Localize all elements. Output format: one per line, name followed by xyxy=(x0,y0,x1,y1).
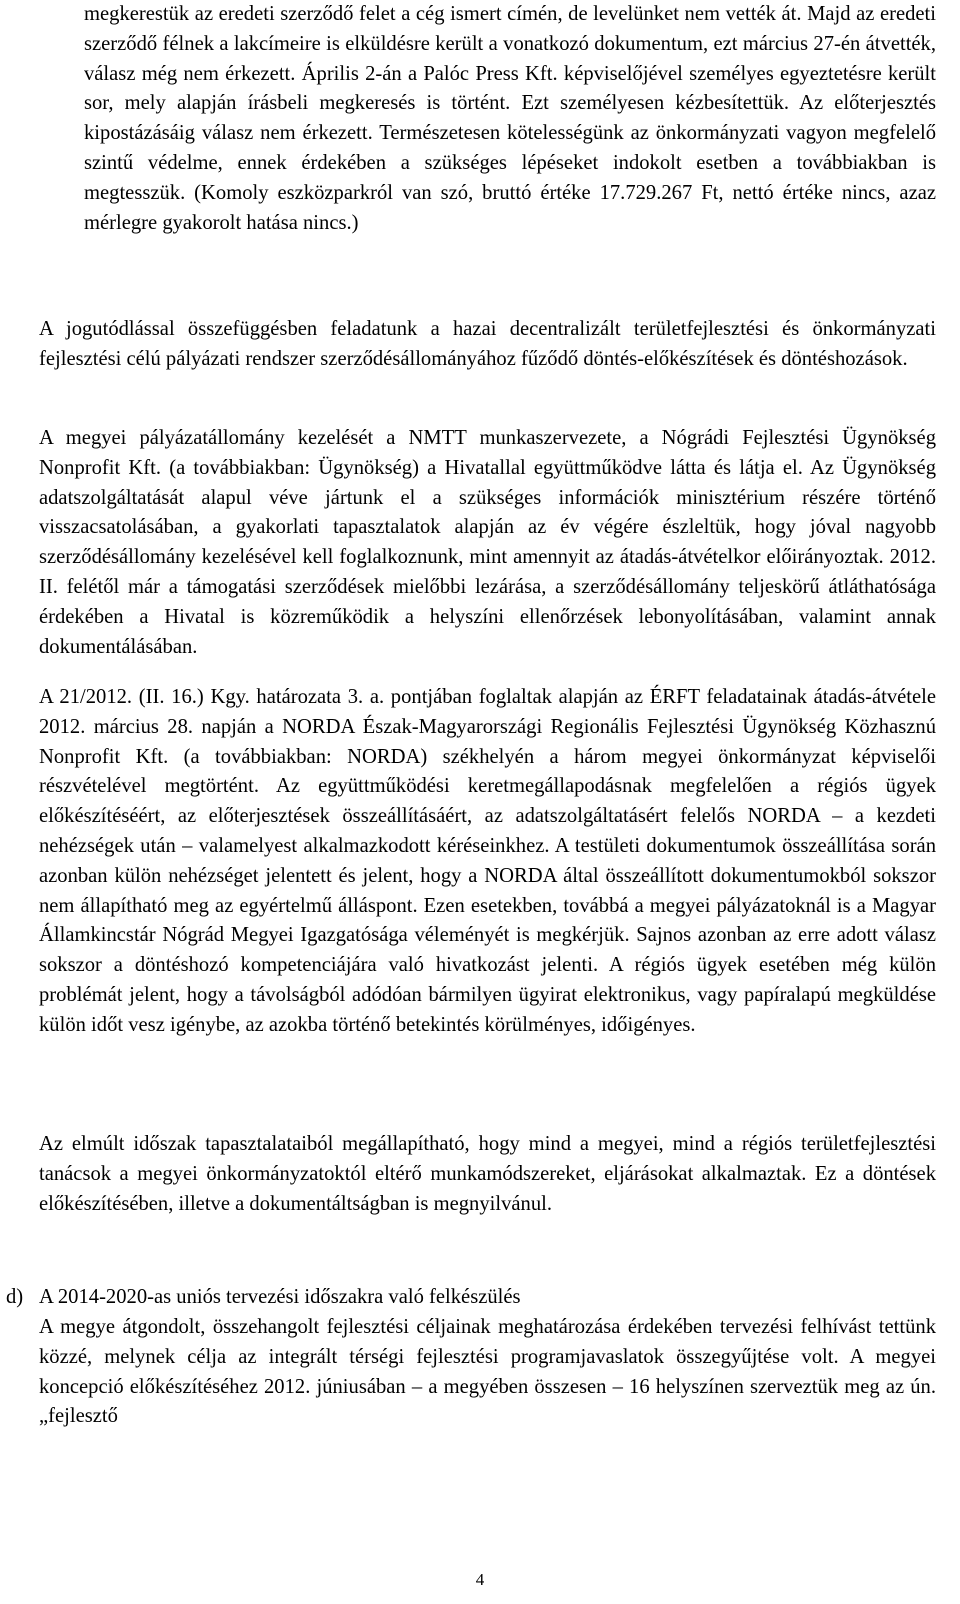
paragraph-jogutodlas: A jogutódlással összefüggésben feladatunk a hazai decentralizált területfejlesztési és önkormányzati fejlesztési célú pályázati rendszer szerződésállományához fűződő döntés-előkészítések és döntéshozások. xyxy=(39,318,936,370)
paragraph-2014-2020: A megye átgondolt, összehangolt fejlesztési céljainak meghatározása érdekében tervezési felhívást tettünk közzé, melynek célja az integrált térségi fejlesztési programjavaslatok összegyűjtése volt. A megyei koncepció előkészítéséhez 2012. júniusában – a megyében összesen – 16 helyszínen szerveztük meg az ún. „fejlesztő xyxy=(39,1316,936,1428)
paragraph-hatarozat: A 21/2012. (II. 16.) Kgy. határozata 3. a. pontjában foglaltak alapján az ÉRFT feladatainak átadás-átvétele 2012. március 28. napján a NORDA Észak-Magyarországi Regionális Fejlesztési Ügynökség Közhasznú Nonprofit Kft. (a továbbiakban: NORDA) székhelyén a három megyei önkormányzat képviselői részvételével megtörtént. Az együttműködési keretmegállapodásnak megfelelően a régiós ügyek előkészítéséért, az előterjesztések összeállításáért, az adatszolgáltatásért felelős NORDA – a kezdeti nehézségek után – valamelyest alkalmazkodott kéréseinkhez. A testületi dokumentumok összeállítása során azonban külön nehézséget jelentett és jelent, hogy a NORDA által összeállított dokumentumokból sokszor nem állapítható meg az egyértelmű álláspont. Ezen esetekben, továbbá a megyei pályázatoknál is a Magyar Államkincstár Nógrád Megyei Igazgatósága véleményét is megkérjük. Sajnos azonban az erre adott válasz sokszor a döntéshozó kompetenciájára való hivatkozást jelenti. A régiós ügyek esetében még külön problémát jelent, hogy a távolságból adódóan bármilyen ügyirat elektronikus, vagy papíralapú megküldése külön időt vesz igénybe, az azokba történő betekintés körülményes, időigényes. xyxy=(39,686,936,1036)
paragraph-intro: megkerestük az eredeti szerződő felet a cég ismert címén, de levelünket nem vették át. Majd az eredeti szerződő félnek a lakcímeire is elküldésre került a vonatkozó dokumentum, ezt március 27-én átvették, válasz még nem érkezett. Április 2-án a Palóc Press Kft. képviselőjével személyes egyeztetésre került sor, mely alapján írásbeli megkeresés is történt. Ezt személyesen kézbesítettük. Az előterjesztés kipostázásáig válasz nem érkezett. Természetesen kötelességünk az önkormányzati vagyon megfelelő szintű védelme, ennek érdekében a szükséges lépéseket indokolt esetben a továbbiakban is megtesszük. (Komoly eszközparkról van szó, bruttó értéke 17.729.267 Ft, nettó értéke nincs, azaz mérlegre gyakorolt hatása nincs.) xyxy=(84,3,936,234)
paragraph-megyei-palyazat: A megyei pályázatállomány kezelését a NMTT munkaszervezete, a Nógrádi Fejlesztési Ügynökség Nonprofit Kft. (a továbbiakban: Ügynökség) a Hivatallal együttműködve látta és látja el. Az Ügynökség adatszolgáltatását alapul véve jártunk el a szükséges információk minisztérium részére történő visszacsatolásában, a gyakorlati tapasztalatok alapján az év végére észleltük, hogy jóval nagyobb szerződésállomány kezelésével kell foglalkoznunk, mint amennyit az átadás-átvételkor előirányoztak. 2012. II. felétől már a támogatási szerződések mielőbbi lezárása, a szerződésállomány teljeskörű átláthatósága érdekében a Hivatal is közreműködik a helyszíni ellenőrzések lebonyolításában, valamint annak dokumentálásában. xyxy=(39,427,936,658)
page-number: 4 xyxy=(475,1570,485,1589)
paragraph-elmult-idoszak: Az elmúlt időszak tapasztalataiból megállapítható, hogy mind a megyei, mind a régiós területfejlesztési tanácsok a megyei önkormányzatoktól eltérő munkamódszereket, eljárásokat alkalmaztak. Ez a döntések előkészítésében, illetve a dokumentáltságban is megnyilvánul. xyxy=(39,1133,936,1215)
section-d-title: A 2014-2020-as uniós tervezési időszakra való felkészülés xyxy=(39,1286,521,1308)
section-d-label: d) xyxy=(6,1286,24,1308)
